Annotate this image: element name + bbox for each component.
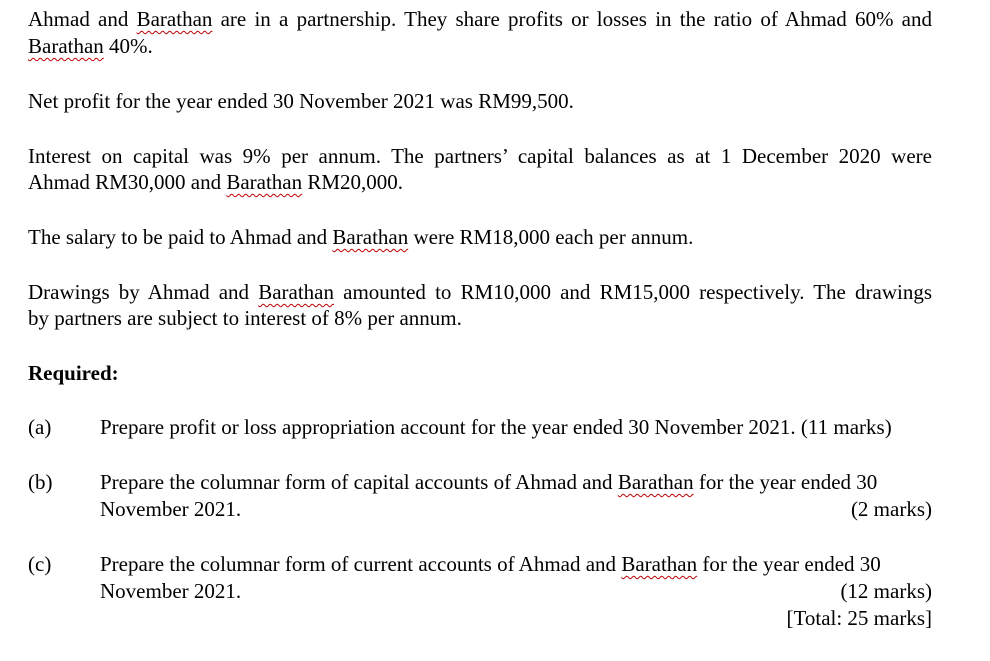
question-a-label: (a): [28, 415, 52, 439]
text: amounted to RM10,000 and RM15,000 respectively. The drawings: [333, 280, 932, 304]
text: Ahmad RM30,000 and: [28, 170, 227, 194]
text: Prepare the columnar form of capital accounts of Ahmad and: [100, 470, 618, 494]
text: The salary to be paid to Ahmad and: [28, 225, 333, 249]
text: 40%.: [103, 34, 153, 58]
question-b-label: (b): [28, 470, 53, 494]
spellcheck-word: Barathan: [226, 170, 303, 194]
text: for the year ended 30: [697, 552, 881, 576]
text: RM20,000.: [302, 170, 404, 194]
para5-line1: [28, 279, 932, 306]
para1-line1: [28, 6, 932, 33]
para1-line2: [28, 33, 153, 60]
text: Drawings by Ahmad and: [28, 280, 259, 304]
para3-line2: [28, 169, 403, 196]
text: Ahmad and: [28, 7, 137, 31]
para2-line: Net profit for the year ended 30 November 2021 was RM99,500.: [28, 89, 574, 113]
question-c-line1: [100, 551, 881, 578]
question-c-label: (c): [28, 552, 52, 576]
para5-line2: by partners are subject to interest of 8% per annum.: [28, 306, 462, 330]
total-marks: [Total: 25 marks]: [786, 606, 932, 630]
required-heading: Required:: [28, 361, 119, 385]
question-a-text: Prepare profit or loss appropriation account for the year ended 30 November 2021. (11 marks): [100, 415, 892, 439]
spellcheck-word: Barathan: [136, 7, 213, 31]
text: are in a partnership. They share profits or losses in the ratio of Ahmad 60% and: [212, 7, 932, 31]
question-c-marks: (12 marks): [840, 579, 932, 603]
text: Prepare the columnar form of current accounts of Ahmad and: [100, 552, 622, 576]
spellcheck-word: Barathan: [621, 552, 698, 576]
spellcheck-word: Barathan: [28, 34, 104, 58]
question-b-marks: (2 marks): [850, 497, 932, 521]
spellcheck-word: Barathan: [617, 470, 694, 494]
question-c-line2: November 2021.: [100, 579, 242, 603]
para3-line1: Interest on capital was 9% per annum. The partners’ capital balances as at 1 December 2020 were: [28, 144, 932, 168]
spellcheck-word: Barathan: [258, 280, 334, 304]
question-b-line2: November 2021.: [100, 497, 242, 521]
para4-line: [28, 224, 693, 251]
spellcheck-word: Barathan: [332, 225, 409, 249]
question-b-line1: [100, 469, 877, 496]
text: were RM18,000 each per annum.: [408, 225, 694, 249]
text: for the year ended 30: [693, 470, 878, 494]
